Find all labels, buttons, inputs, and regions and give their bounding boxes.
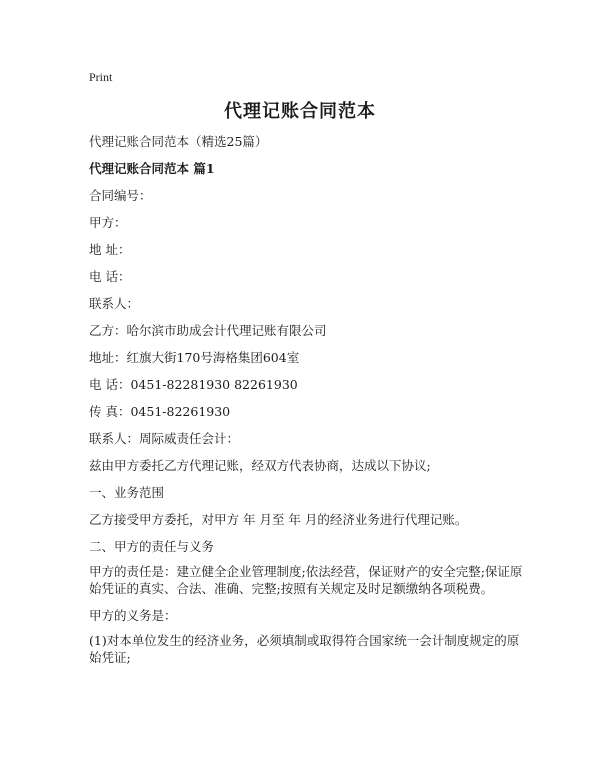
party-b-phone-line: 电 话：0451-82281930 82261930 (89, 377, 298, 392)
scope-heading: 一、业务范围 (89, 485, 165, 500)
document-title: 代理记账合同范本 (224, 101, 376, 122)
party-b-line: 乙方：哈尔滨市助成会计代理记账有限公司 (89, 323, 327, 338)
document-subtitle: 代理记账合同范本（精选25篇） (89, 134, 268, 149)
party-a-phone-line: 电 话： (89, 269, 131, 284)
party-a-contact-line: 联系人： (89, 296, 140, 311)
party-a-obligation-heading: 甲方的义务是： (89, 608, 177, 623)
party-a-duties-heading: 二、甲方的责任与义务 (89, 539, 215, 554)
party-a-address-line: 地 址： (89, 242, 131, 257)
party-b-fax-line: 传 真：0451-82261930 (89, 404, 231, 419)
print-link[interactable]: Print (89, 70, 113, 84)
agreement-intro-line: 兹由甲方委托乙方代理记账，经双方代表协商，达成以下协议; (89, 458, 431, 473)
scope-text: 乙方接受甲方委托，对甲方 年 月至 年 月的经济业务进行代理记账。 (89, 512, 468, 527)
contract-number-line: 合同编号： (89, 188, 152, 203)
section-heading: 代理记账合同范本 篇1 (89, 161, 215, 176)
party-b-address-line: 地址：红旗大街170号海格集团604室 (89, 350, 300, 365)
party-b-contact-line: 联系人：周际威责任会计： (89, 431, 240, 446)
party-a-responsibility-paragraph: 甲方的责任是：建立健全企业管理制度;依法经营，保证财产的安全完整;保证原始凭证的真实、合法、准确、完整;按照有关规定及时足额缴纳各项税费。 (89, 564, 523, 596)
party-a-line: 甲方： (89, 215, 127, 230)
obligation-item-1: (1)对本单位发生的经济业务，必须填制或取得符合国家统一会计制度规定的原始凭证; (89, 633, 520, 665)
